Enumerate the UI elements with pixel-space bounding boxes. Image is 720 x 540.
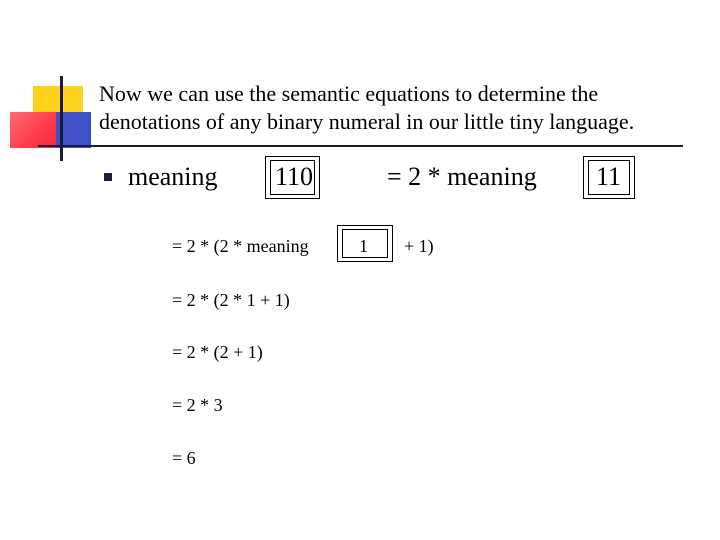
eq2-prefix: = 2 * (2 * meaning	[172, 236, 309, 256]
eq2-suffix: + 1)	[404, 236, 434, 256]
title-line-1: Now we can use the semantic equations to determine the	[99, 81, 599, 106]
slide-title	[99, 80, 699, 136]
step-5: = 2 * 3	[172, 395, 223, 415]
title-divider-line	[38, 145, 683, 147]
logo-red-square	[10, 112, 56, 148]
eq1-rhs: = 2 * meaning	[387, 162, 537, 191]
eq1-rhs-arg: 11	[596, 162, 622, 191]
title-line-2: denotations of any binary numeral in our little tiny language.	[99, 109, 635, 134]
logo-vertical-line	[60, 76, 63, 161]
step-4: = 2 * (2 + 1)	[172, 342, 263, 362]
eq1-meaning-label: meaning	[128, 162, 218, 191]
eq1-lhs-arg: 110	[275, 162, 314, 191]
step-6: = 6	[172, 448, 196, 468]
step-3: = 2 * (2 * 1 + 1)	[172, 290, 290, 310]
bullet-square-icon	[104, 173, 112, 181]
eq2-arg: 1	[359, 236, 368, 256]
